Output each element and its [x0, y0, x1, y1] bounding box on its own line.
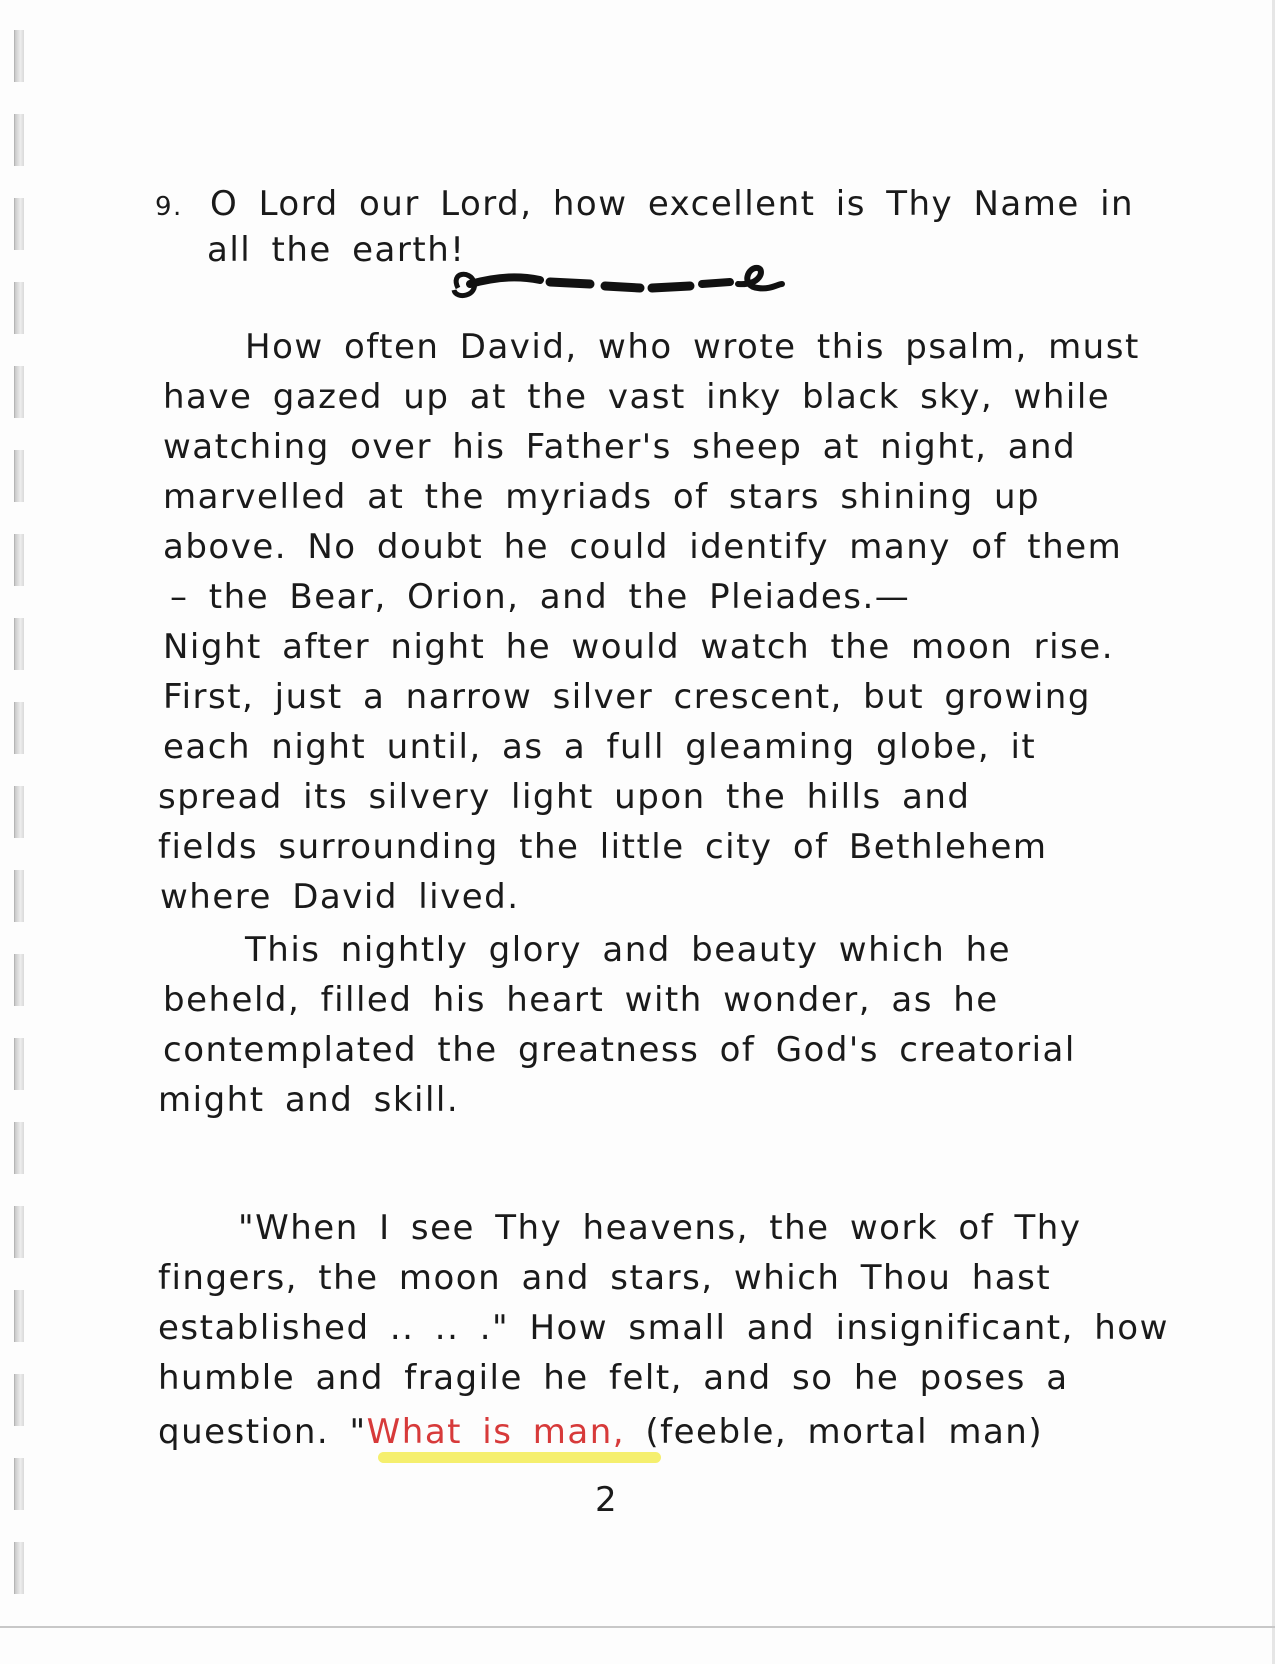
quote-line: "When I see Thy heavens, the work of Thy: [238, 1208, 1082, 1248]
paragraph-1-line: How often David, who wrote this psalm, must: [245, 327, 1140, 367]
paragraph-1-line: spread its silvery light upon the hills and: [158, 777, 971, 817]
paragraph-1-line: have gazed up at the vast inky black sky, while: [163, 377, 1111, 417]
verse-line-1: O Lord our Lord, how excellent is Thy Name in: [210, 184, 1135, 224]
quote-line: established .. .. ." How small and insignificant, how: [158, 1308, 1169, 1348]
question-line-end: (feeble, mortal man): [625, 1412, 1044, 1452]
paragraph-1-line: where David lived.: [160, 877, 520, 917]
question-line: [158, 1412, 1043, 1452]
decorative-divider-ornament: [440, 262, 820, 310]
paragraph-1-line: Night after night he would watch the moon rise.: [163, 627, 1114, 667]
quote-line: fingers, the moon and stars, which Thou hast: [158, 1258, 1052, 1298]
paragraph-1-line: each night until, as a full gleaming globe, it: [163, 727, 1037, 767]
paragraph-2-line: This nightly glory and beauty which he: [245, 930, 1012, 970]
yellow-highlight-mark: [378, 1452, 661, 1463]
what-is-man-red-text: What is man,: [366, 1412, 626, 1452]
question-line-start: question. ": [158, 1412, 367, 1452]
paragraph-2-line: contemplated the greatness of God's creatorial: [163, 1030, 1076, 1070]
paragraph-2-line: beheld, filled his heart with wonder, as he: [163, 980, 999, 1020]
paragraph-1-line: marvelled at the myriads of stars shining up: [163, 477, 1041, 517]
punched-binding-holes: [14, 30, 28, 1640]
paragraph-1-line: above. No doubt he could identify many of them: [163, 527, 1123, 567]
paragraph-1-line: watching over his Father's sheep at night, and: [163, 427, 1077, 467]
paragraph-1-line: First, just a narrow silver crescent, but growing: [163, 677, 1091, 717]
paragraph-1-line: fields surrounding the little city of Bethlehem: [158, 827, 1048, 867]
verse-number: 9.: [155, 192, 183, 222]
paragraph-2-line: might and skill.: [158, 1080, 460, 1120]
quote-line: humble and fragile he felt, and so he poses a: [158, 1358, 1069, 1398]
page-bottom-edge: [0, 1626, 1275, 1628]
page-number: 2: [595, 1480, 617, 1520]
verse-line-2: all the earth!: [207, 230, 466, 270]
paragraph-1-line: – the Bear, Orion, and the Pleiades.—: [170, 577, 911, 617]
